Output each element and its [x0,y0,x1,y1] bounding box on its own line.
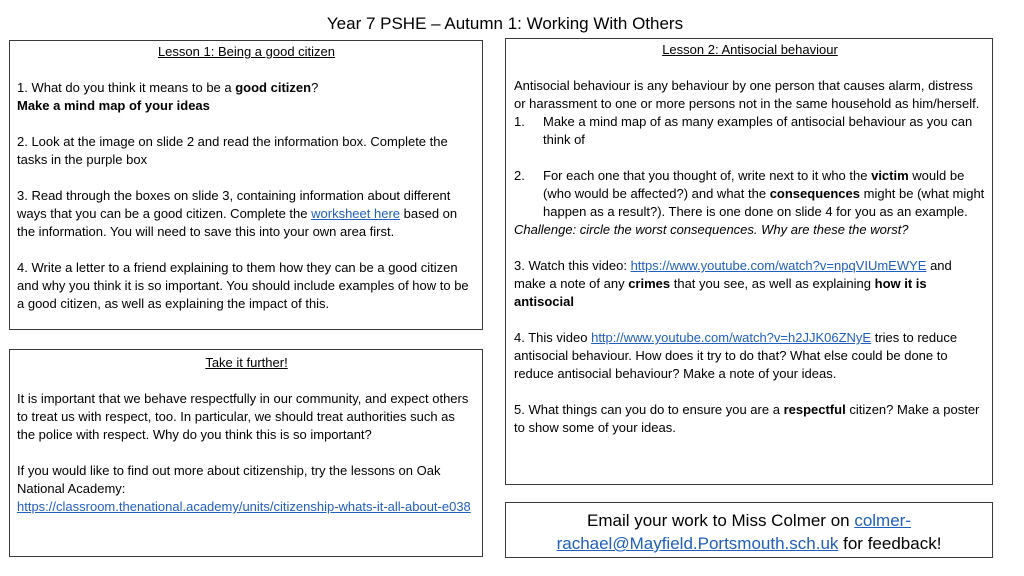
video-link-1[interactable]: https://www.youtube.com/watch?v=npqVIUmEWYE [630,258,927,273]
lesson1-question-1 [17,79,476,115]
lesson2-q3-antisocial: how it is antisocial [514,276,927,309]
lesson2-q5-text: 5. What things can you do to ensure you are a [514,402,784,417]
lesson1-q1-text: 1. What do you think it means to be a [17,80,236,95]
email-box [505,502,993,558]
lesson2-q4-end: tries to reduce antisocial behaviour. How does it try to do that? What else could be done to reduce antisocial behaviour? Make a note of your ideas. [514,330,958,381]
lesson2-item-2-text [543,167,986,221]
lesson1-box [9,40,483,330]
lesson2-item-1-number: 1. [514,114,525,129]
item2-part-a: For each one that you thought of, write next to it who the [543,168,872,183]
lesson2-question-3 [514,257,986,311]
item2-victim: victim [871,168,909,183]
take-it-further-box [9,349,483,557]
lesson2-q3-text: 3. Watch this video: [514,258,631,273]
lesson1-q3-end: based on the information. You will need to save this into your own area first. [17,206,458,239]
email-feedback-text: for feedback! [838,534,942,553]
lesson1-question-4: 4. Write a letter to a friend explaining to them how they can be a good citizen and why you think it is so important. You should include examples of how to be a good citizen, as well as explaining the impact of this. [17,260,469,311]
lesson2-q5-respectful: respectful [783,402,846,417]
lesson2-item-1 [514,113,986,149]
lesson2-item-2-number: 2. [514,168,525,183]
item2-consequences: consequences [769,186,861,201]
worksheet-link[interactable]: worksheet here [311,206,401,221]
video-link-2[interactable]: http://www.youtube.com/watch?v=h2JJK06ZNyE [591,330,872,345]
lesson2-q3-mid2: that you see, as well as explaining [670,276,875,291]
lesson2-q3-crimes: crimes [628,276,671,291]
lesson2-challenge [514,221,986,239]
take-it-further-heading: Take it further! [205,355,288,370]
lesson2-q4-text: 4. This video [514,330,592,345]
item2-part-c: would be (who would be affected?) and what the [543,168,965,201]
lesson2-question-5 [514,401,986,437]
oak-academy-text [17,462,476,516]
oak-academy-link[interactable]: https://classroom.thenational.academy/units/citizenship-whats-it-all-about-e038 [17,499,471,514]
lesson1-q1-instruction: Make a mind map of your ideas [17,98,210,113]
lesson2-item-2 [514,167,986,221]
lesson2-q5-end: citizen? Make a poster to show some of your ideas. [514,402,980,435]
take-it-further-text: It is important that we behave respectfully in our community, and expect others to treat us with respect, too. In particular, we should treat authorities such as the police with respect. Why do you think this is so important? [17,391,469,442]
page-title: Year 7 PSHE – Autumn 1: Working With Others [326,14,684,33]
email-text: Email your work to Miss Colmer on [586,511,855,530]
lesson1-q3-text: 3. Read through the boxes on slide 3, containing information about different ways that you can be a good citizen. Complete the [17,188,451,221]
lesson2-box [505,38,993,485]
lesson1-heading: Lesson 1: Being a good citizen [157,44,336,59]
item2-part-e: might be (what might happen as a result?). There is one done on slide 4 for you as an example. [543,186,985,219]
lesson2-question-4 [514,329,986,383]
lesson1-question-3 [17,187,476,241]
lesson1-q1-bold: good citizen [235,80,312,95]
lesson1-question-2: 2. Look at the image on slide 2 and read the information box. Complete the tasks in the purple box [17,134,448,167]
lesson2-item-1-text: Make a mind map of as many examples of antisocial behaviour as you can think of [543,114,973,147]
lesson2-q3-mid: and make a note of any [514,258,952,291]
lesson1-q1-end: ? [311,80,319,95]
email-link[interactable]: colmer-rachael@Mayfield.Portsmouth.sch.uk [556,511,911,553]
oak-academy-intro: If you would like to find out more about citizenship, try the lessons on Oak National Academy: [17,463,441,496]
lesson2-heading: Lesson 2: Antisocial behaviour [662,42,838,57]
challenge-text: Challenge: circle the worst consequences. Why are these the worst? [514,222,909,237]
lesson2-intro: Antisocial behaviour is any behaviour by one person that causes alarm, distress or harassment to one or more persons not in the same household as him/herself. [514,78,980,111]
